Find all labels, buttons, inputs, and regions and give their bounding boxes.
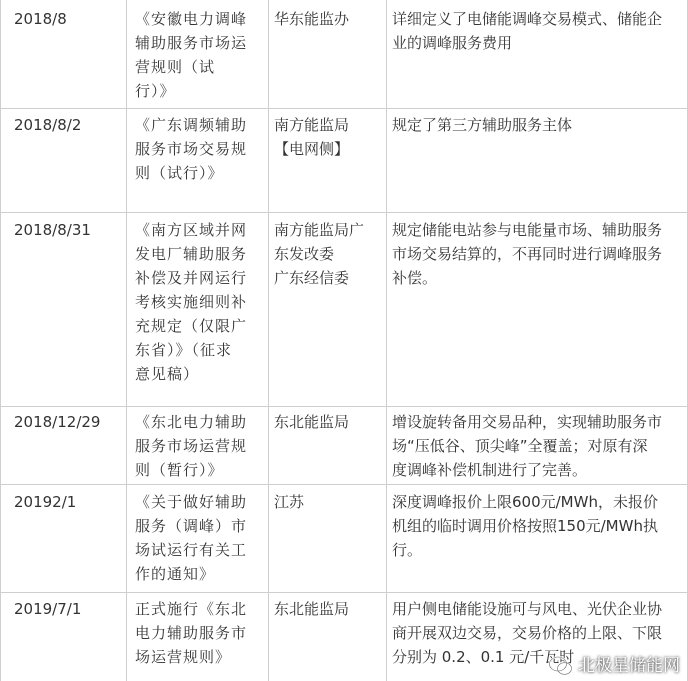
document-cell: 《广东调频辅助 服务市场交易规 则（试行）》: [135, 116, 248, 182]
date-cell: 2018/8/31: [14, 221, 91, 239]
content-cell: 规定了第三方辅助服务主体: [392, 116, 573, 134]
content-cell: 深度调峰报价上限600元/MWh，未报价 机组的临时调用价格按照150元/MWh执 行。: [392, 493, 658, 559]
issuer-cell: 东北能监局: [274, 600, 350, 618]
date-cell: 2018/8/2: [14, 116, 82, 134]
issuer-cell: 南方能监局 【电网侧】: [274, 116, 350, 158]
row-divider: [0, 108, 688, 109]
wechat-icon: [548, 653, 574, 679]
document-cell: 《安徽电力调峰 辅助服务市场运 营规则（试 行）》: [135, 10, 248, 100]
column-divider: [0, 0, 1, 681]
document-cell: 《南方区域并网 发电厂辅助服务 补偿及并网运行 考核实施细则补 充规定（仅限广 东省）》（征求 意见稿）: [135, 221, 248, 383]
document-cell: 正式施行《东北 电力辅助服务市 场运营规则》: [135, 600, 248, 666]
content-cell: 增设旋转备用交易品种，实现辅助服务市 场“压低谷、顶尖峰”全覆盖；对原有深 度调峰补偿机制进行了完善。: [392, 413, 663, 479]
issuer-cell: 江苏: [274, 493, 305, 511]
row-divider: [0, 212, 688, 213]
content-cell: 用户侧电储能设施可与风电、光伏企业协 商开展双边交易，交易价格的上限、下限 分别为 0.2、0.1 元/千瓦时: [392, 600, 663, 666]
row-divider: [0, 484, 688, 485]
date-cell: 2019/7/1: [14, 600, 82, 618]
date-cell: 2018/12/29: [14, 413, 101, 431]
document-cell: 《关于做好辅助 服务（调峰）市 场试运行有关工 作的通知》: [135, 493, 248, 583]
column-divider: [268, 0, 269, 681]
column-divider: [126, 0, 127, 681]
column-divider: [386, 0, 387, 681]
document-cell: 《东北电力辅助 服务市场运营规 则（暂行）》: [135, 413, 248, 479]
issuer-cell: 东北能监局: [274, 413, 350, 431]
watermark: [548, 653, 680, 679]
date-cell: 2018/8: [14, 10, 67, 28]
row-divider: [0, 592, 688, 593]
content-cell: 规定储能电站参与电能量市场、辅助服务 市场交易结算的，不再同时进行调峰服务 补偿。: [392, 221, 663, 287]
row-divider: [0, 406, 688, 407]
issuer-cell: 南方能监局广 东发改委 广东经信委: [274, 221, 365, 287]
watermark-text: 北极星储能网: [578, 656, 680, 676]
issuer-cell: 华东能监办: [274, 10, 350, 28]
content-cell: 详细定义了电储能调峰交易模式、储能企 业的调峰服务费用: [392, 10, 663, 52]
date-cell: 20192/1: [14, 493, 77, 511]
